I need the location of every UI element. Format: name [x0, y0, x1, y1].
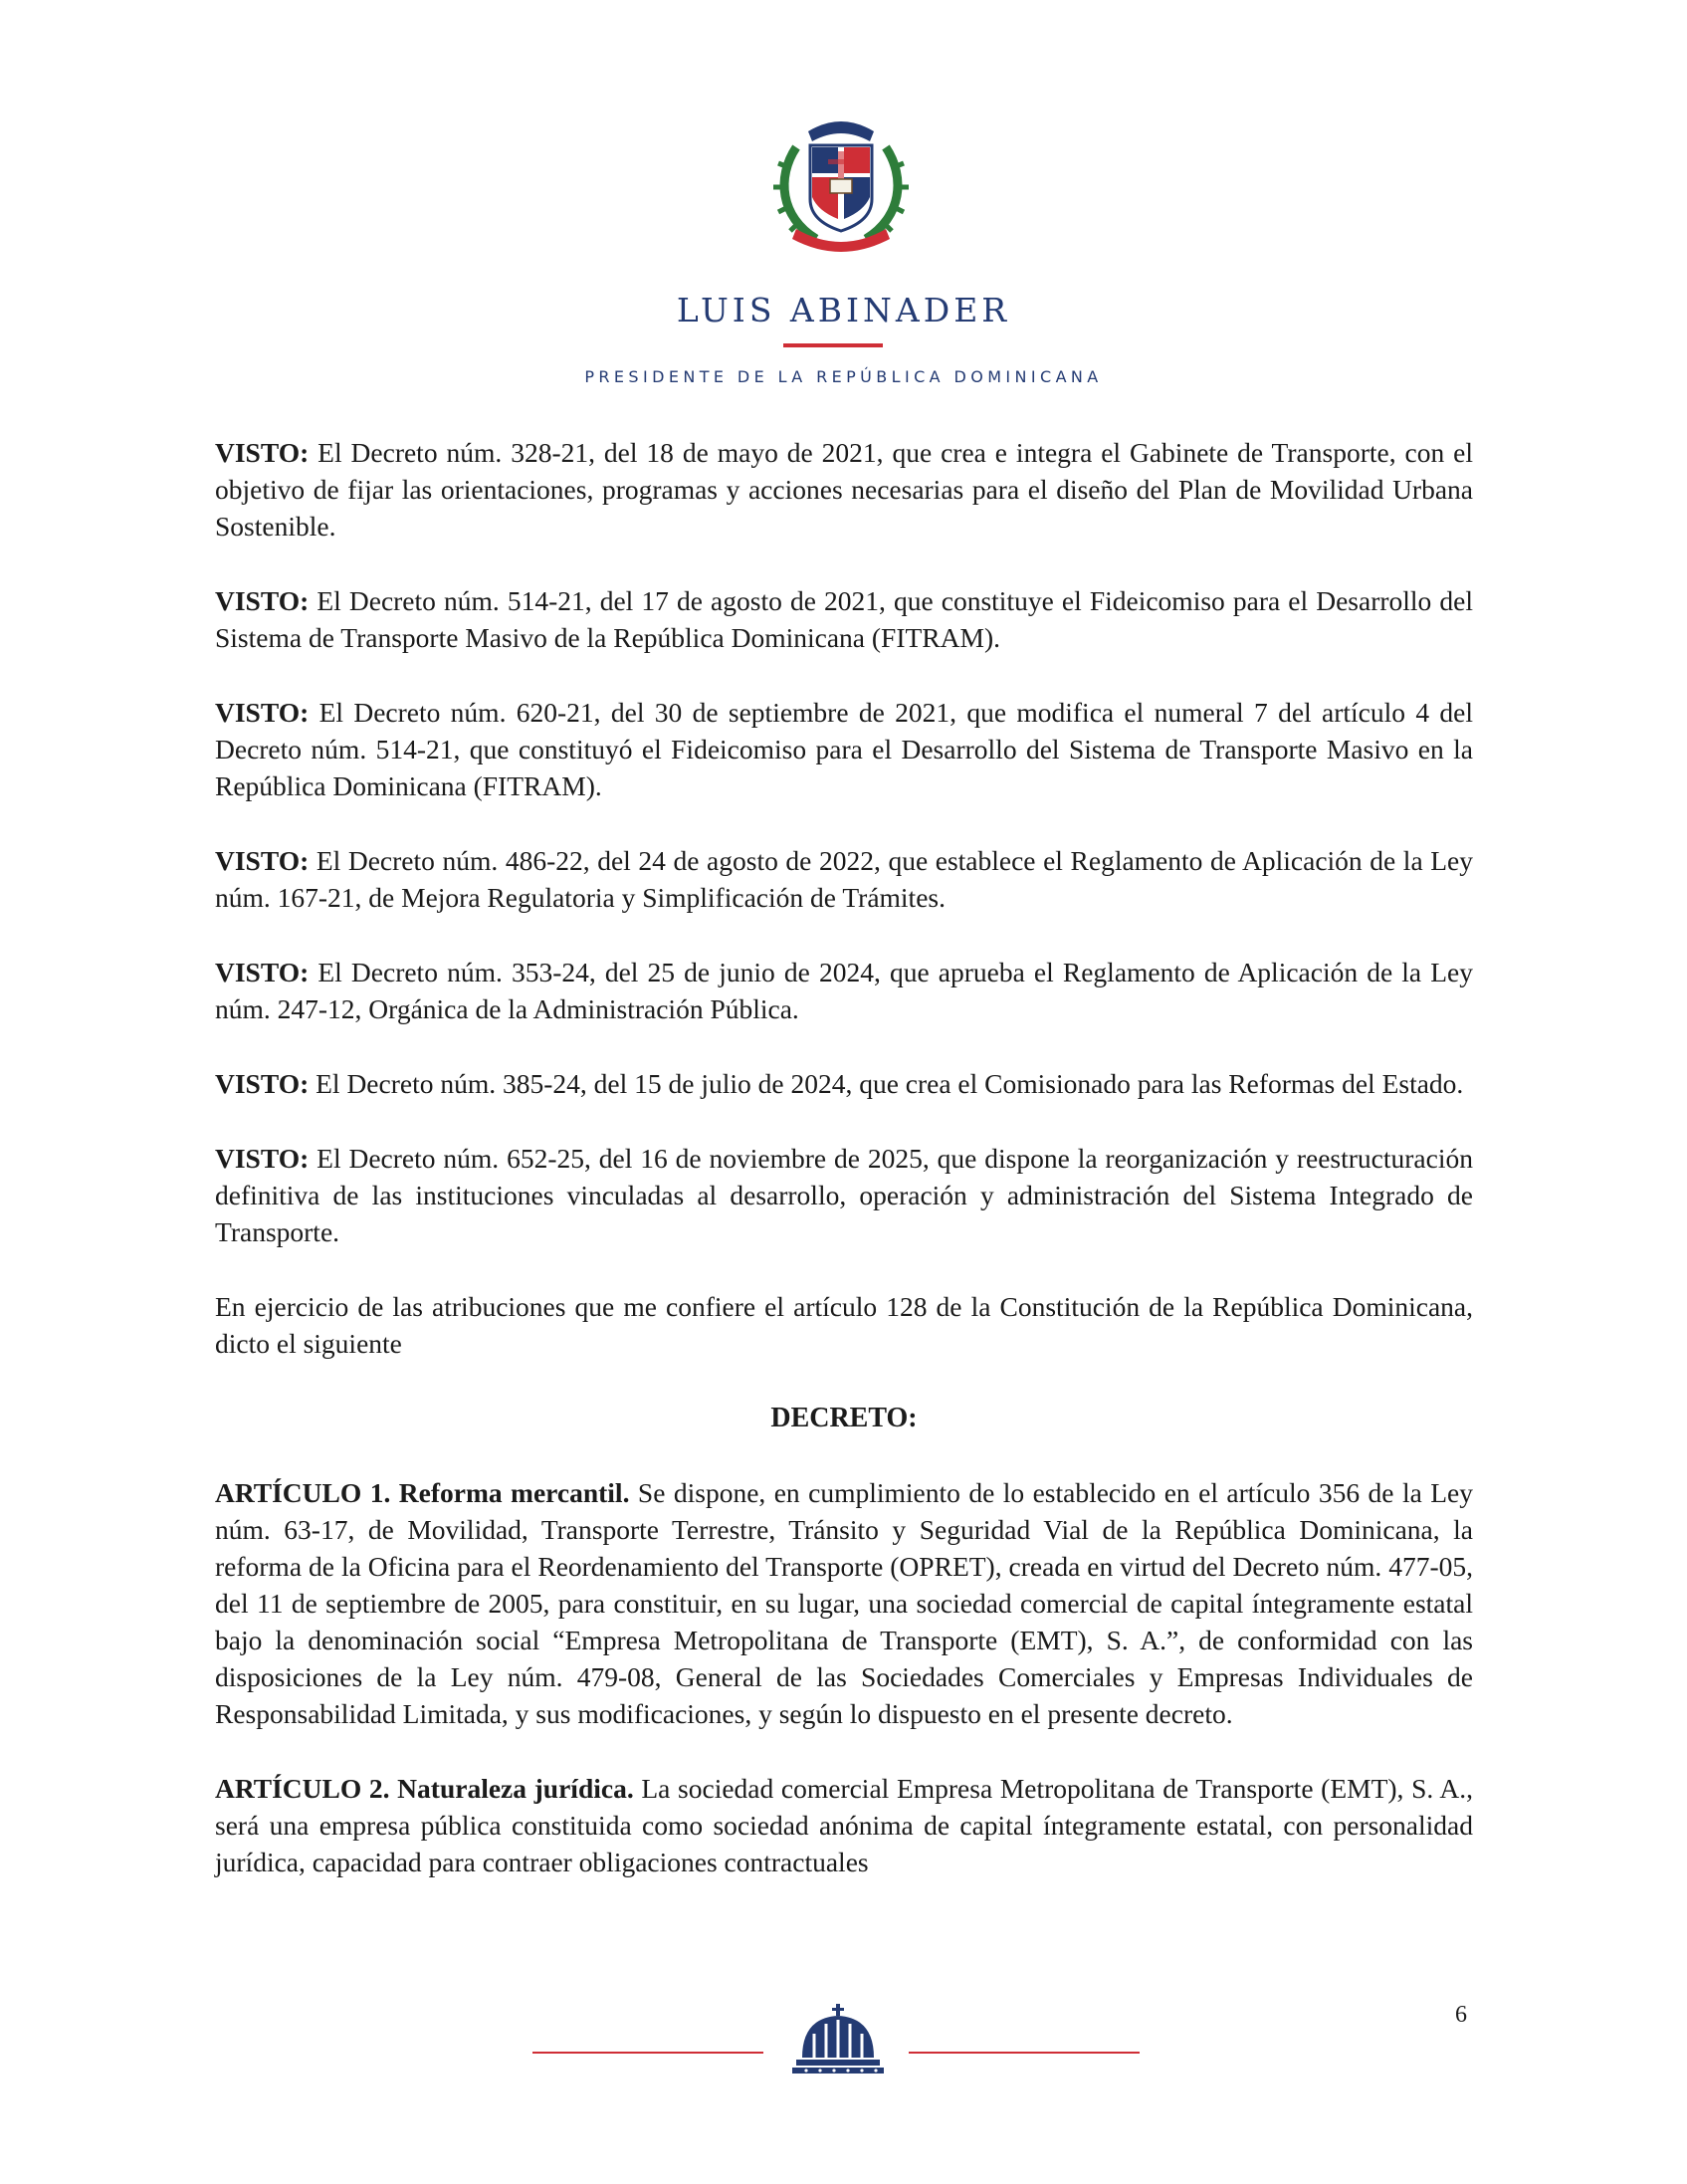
- footer-divider-right: [909, 2052, 1140, 2054]
- visto-text: El Decreto núm. 620-21, del 30 de septiembre de 2021, que modifica el numeral 7 del artículo 4 del Decreto núm. 514-21, que constituyó el Fideicomiso para el Desarrollo del Sistema de Transporte Masivo en la República Dominicana (FITRAM).: [215, 697, 1473, 801]
- article-text: Se dispone, en cumplimiento de lo establecido en el artículo 356 de la Ley núm. 63-17, de Movilidad, Transporte Terrestre, Tránsito y Seguridad Vial de la República Dominicana, la reforma de la Oficina para el Reordenamiento del Transporte (OPRET), creada en virtud del Decreto núm. 477-05, del 11 de septiembre de 2005, para constituir, en su lugar, una sociedad comercial de capital íntegramente estatal bajo la denominación social “Empresa Metropolitana de Transporte (EMT), S. A.”, de conformidad con las disposiciones de la Ley núm. 479-08, General de las Sociedades Comerciales y Empresas Individuales de Responsabilidad Limitada, y sus modificaciones, y según lo dispuesto en el presente decreto.: [215, 1477, 1473, 1729]
- footer-divider-left: [532, 2052, 763, 2054]
- exercise-paragraph: En ejercicio de las atribuciones que me confiere el artículo 128 de la Constitución de la República Dominicana, dicto el siguiente: [215, 1291, 1473, 1359]
- article-label: ARTÍCULO 2. Naturaleza jurídica.: [215, 1773, 634, 1804]
- president-name: LUIS ABINADER: [676, 291, 1011, 329]
- president-title: PRESIDENTE DE LA REPÚBLICA DOMINICANA: [584, 367, 1103, 386]
- visto-text: El Decreto núm. 486-22, del 24 de agosto de 2022, que establece el Reglamento de Aplicación de la Ley núm. 167-21, de Mejora Regulatoria y Simplificación de Trámites.: [215, 845, 1473, 913]
- visto-paragraph: [215, 434, 1473, 545]
- article-text: La sociedad comercial Empresa Metropolitana de Transporte (EMT), S. A., será una empresa pública constituida como sociedad anónima de capital íntegramente estatal, con personalidad jurídica, capacidad para contraer obligaciones contractuales: [215, 1773, 1473, 1877]
- visto-label: VISTO:: [215, 697, 310, 728]
- visto-paragraph: [215, 694, 1473, 804]
- article-paragraph: [215, 1770, 1473, 1880]
- visto-text: El Decreto núm. 385-24, del 15 de julio de 2024, que crea el Comisionado para las Reformas del Estado.: [309, 1068, 1464, 1099]
- visto-text: El Decreto núm. 652-25, del 16 de noviembre de 2025, que dispone la reorganización y reestructuración definitiva de las instituciones vinculadas al desarrollo, operación y administración del Sistema Integrado de Transporte.: [215, 1143, 1473, 1247]
- document-body: [215, 434, 1473, 1918]
- visto-paragraph: [215, 1140, 1473, 1250]
- visto-text: El Decreto núm. 328-21, del 18 de mayo de 2021, que crea e integra el Gabinete de Transporte, con el objetivo de fijar las orientaciones, programas y acciones necesarias para el diseño del Plan de Movilidad Urbana Sostenible.: [215, 437, 1473, 542]
- visto-text: El Decreto núm. 353-24, del 25 de junio de 2024, que aprueba el Reglamento de Aplicación de la Ley núm. 247-12, Orgánica de la Administración Pública.: [215, 957, 1473, 1024]
- visto-label: VISTO:: [215, 585, 310, 616]
- visto-paragraph: [215, 954, 1473, 1027]
- visto-label: VISTO:: [215, 845, 310, 876]
- visto-paragraph: [215, 842, 1473, 916]
- article-label: ARTÍCULO 1. Reforma mercantil.: [215, 1477, 630, 1508]
- header-divider: [783, 343, 883, 347]
- visto-label: VISTO:: [215, 437, 310, 468]
- visto-paragraph: [215, 582, 1473, 656]
- decree-heading: DECRETO:: [770, 1403, 918, 1433]
- coat-of-arms-icon: [766, 108, 916, 257]
- page-number: 6: [1455, 2002, 1467, 2028]
- article-paragraph: [215, 1474, 1473, 1732]
- visto-label: VISTO:: [215, 1068, 310, 1099]
- letterhead: [0, 0, 1687, 398]
- visto-label: VISTO:: [215, 1143, 310, 1174]
- visto-label: VISTO:: [215, 957, 310, 987]
- visto-text: El Decreto núm. 514-21, del 17 de agosto de 2021, que constituye el Fideicomiso para el Desarrollo del Sistema de Transporte Masivo de la República Dominicana (FITRAM).: [215, 585, 1473, 653]
- palace-dome-icon: [792, 2004, 884, 2075]
- visto-paragraph: [215, 1065, 1473, 1102]
